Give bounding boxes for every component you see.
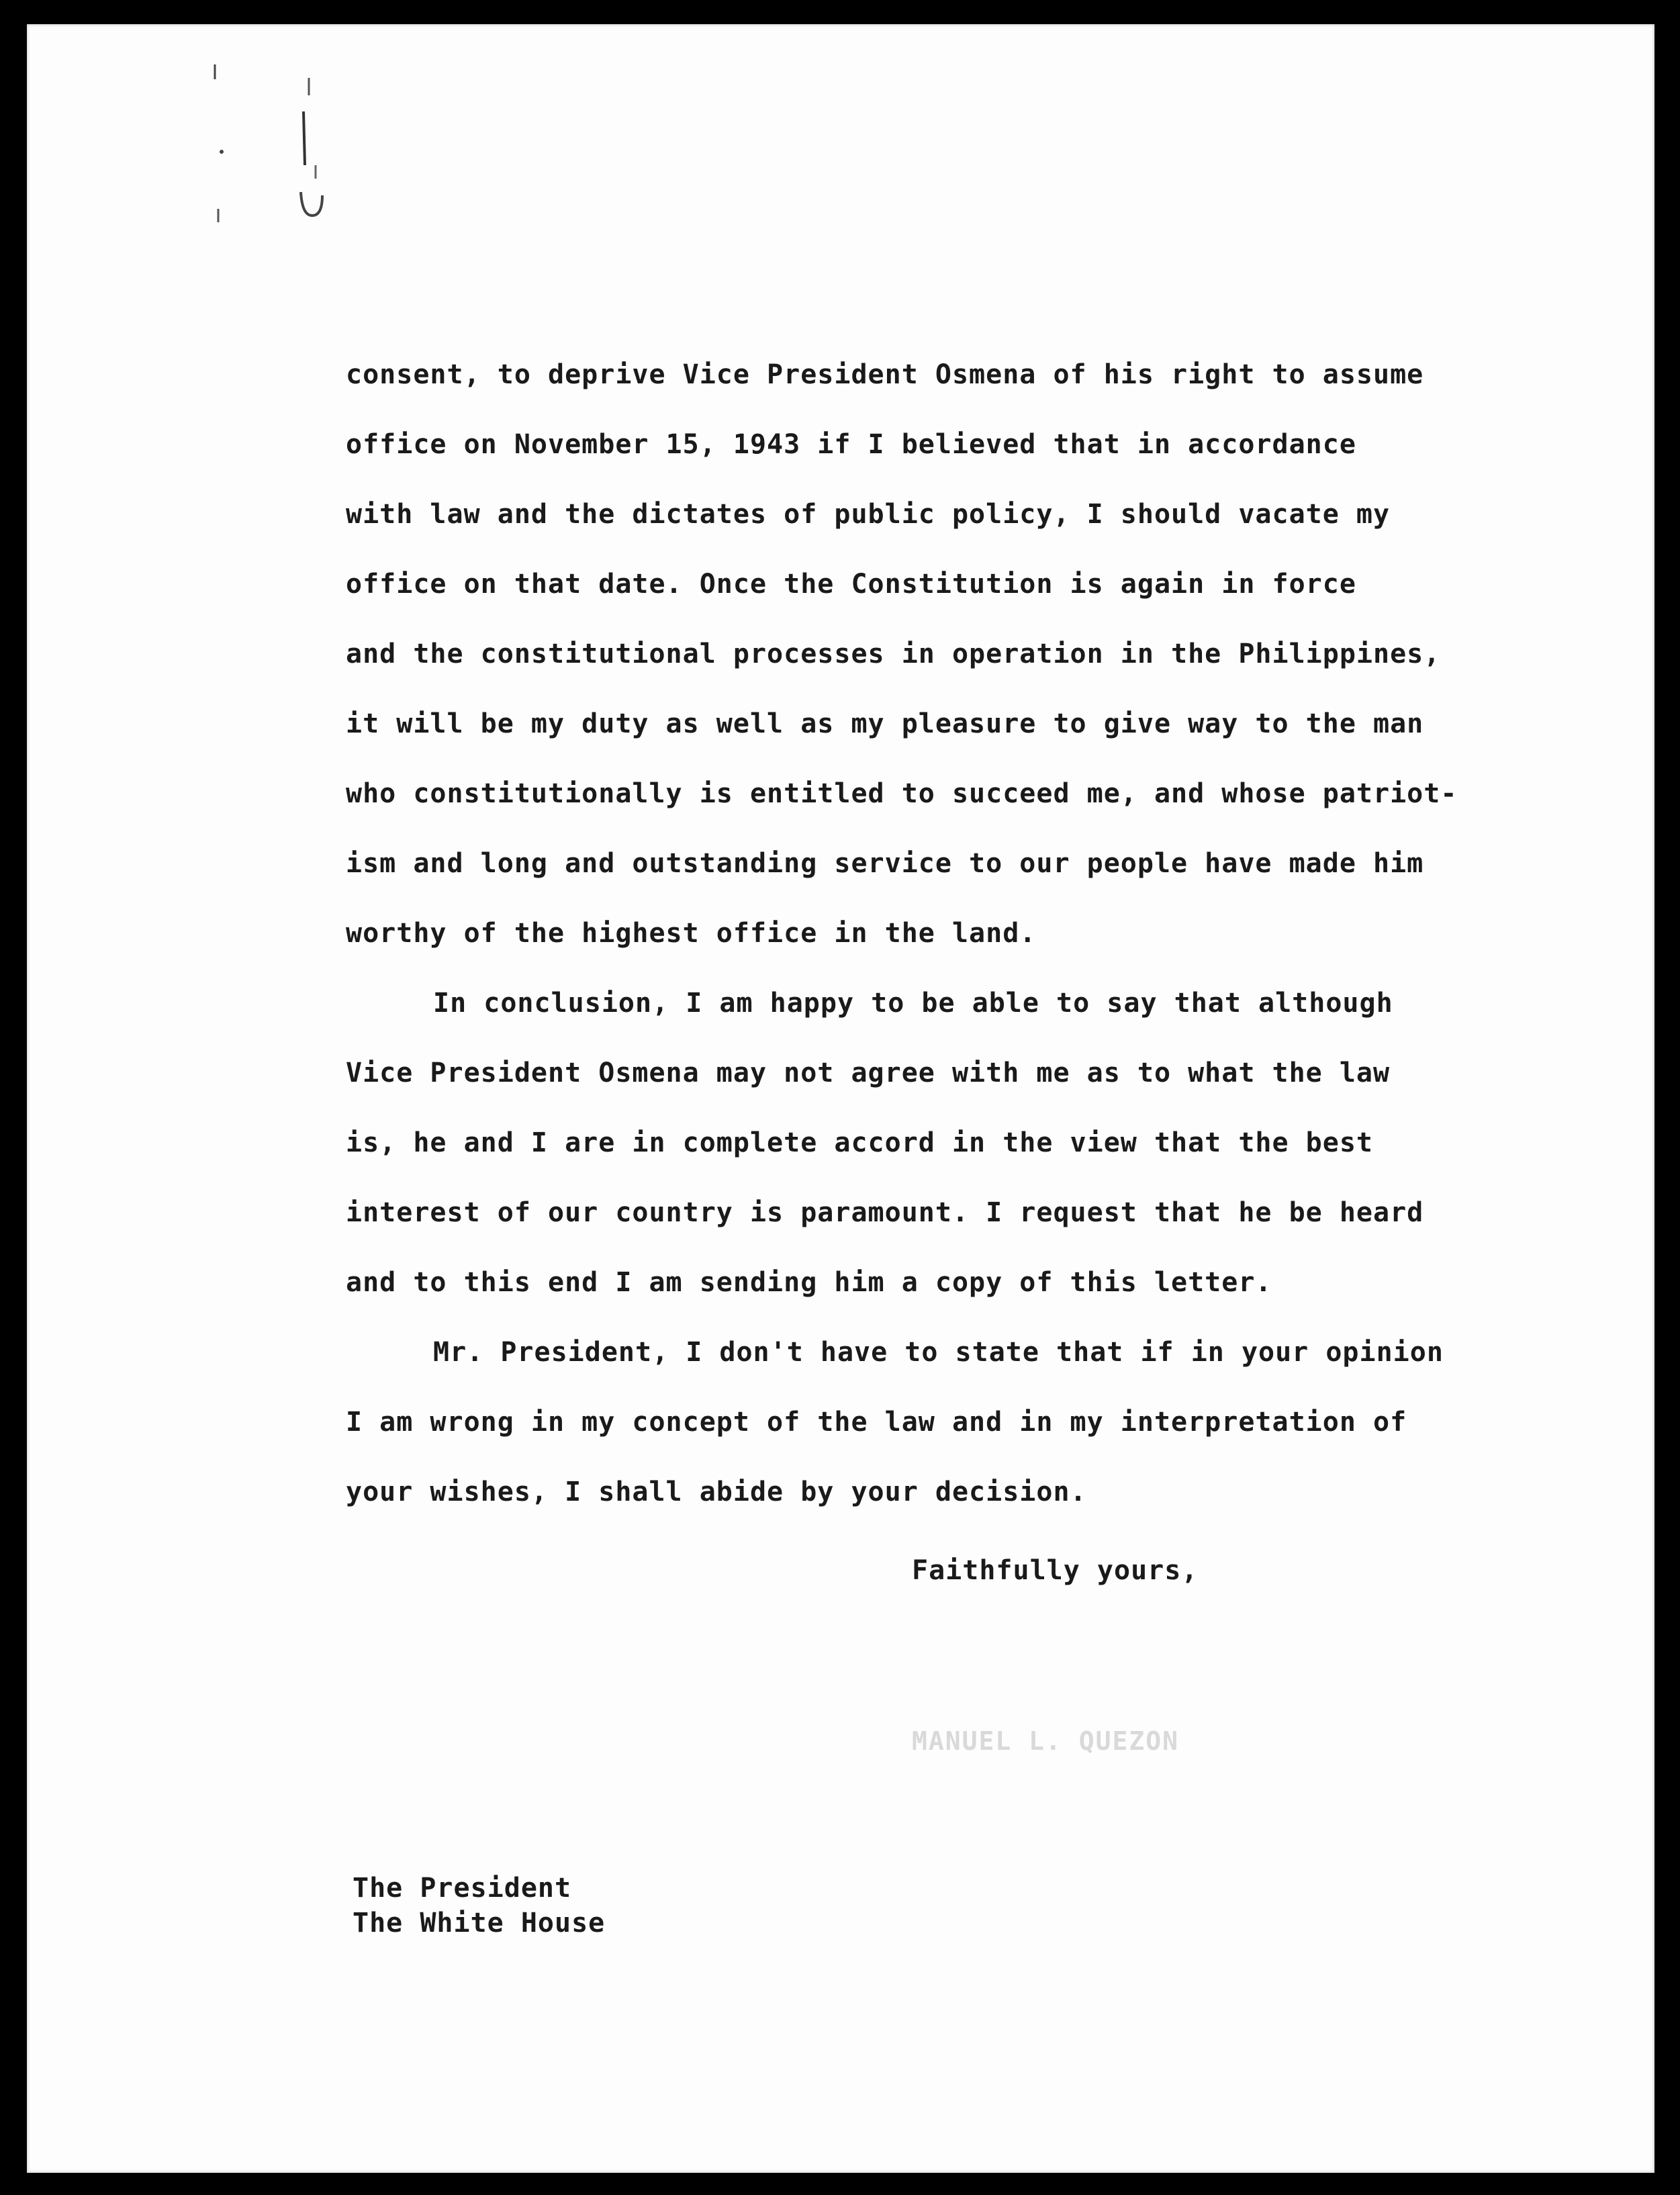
body-line: is, he and I are in complete accord in the view that the best (346, 1127, 1374, 1158)
body-line: and to this end I am sending him a copy of this letter. (346, 1267, 1272, 1298)
body-line: consent, to deprive Vice President Osmena of his right to assume (346, 359, 1424, 390)
addressee-block (353, 1871, 605, 1941)
complimentary-close: Faithfully yours, (912, 1555, 1199, 1586)
body-line: it will be my duty as well as my pleasure to give way to the man (346, 708, 1424, 739)
body-line: I am wrong in my concept of the law and in my interpretation of (346, 1407, 1407, 1438)
signature-block: MANUEL L. QUEZON (912, 1726, 1180, 1756)
body-line: with law and the dictates of public policy, I should vacate my (346, 499, 1391, 530)
body-line: Vice President Osmena may not agree with me as to what the law (346, 1058, 1391, 1088)
body-line: your wishes, I shall abide by your decision. (346, 1477, 1087, 1507)
body-line: interest of our country is paramount. I request that he be heard (346, 1197, 1424, 1228)
body-line: In conclusion, I am happy to be able to say that although (433, 988, 1393, 1019)
body-line: worthy of the highest office in the land. (346, 918, 1037, 949)
body-line: office on November 15, 1943 if I believed that in accordance (346, 429, 1356, 460)
addressee-line: The President (353, 1873, 572, 1904)
body-line: and the constitutional processes in operation in the Philippines, (346, 639, 1441, 669)
body-line: who constitutionally is entitled to succeed me, and whose patriot- (346, 778, 1458, 809)
letter-body (346, 340, 1528, 1527)
margin-marks (188, 51, 363, 226)
letter-page (27, 24, 1654, 2173)
addressee-line: The White House (353, 1908, 606, 1939)
body-line: Mr. President, I don't have to state that if in your opinion (433, 1337, 1444, 1368)
body-line: ism and long and outstanding service to our people have made him (346, 848, 1424, 879)
body-line: office on that date. Once the Constitution is again in force (346, 569, 1356, 600)
